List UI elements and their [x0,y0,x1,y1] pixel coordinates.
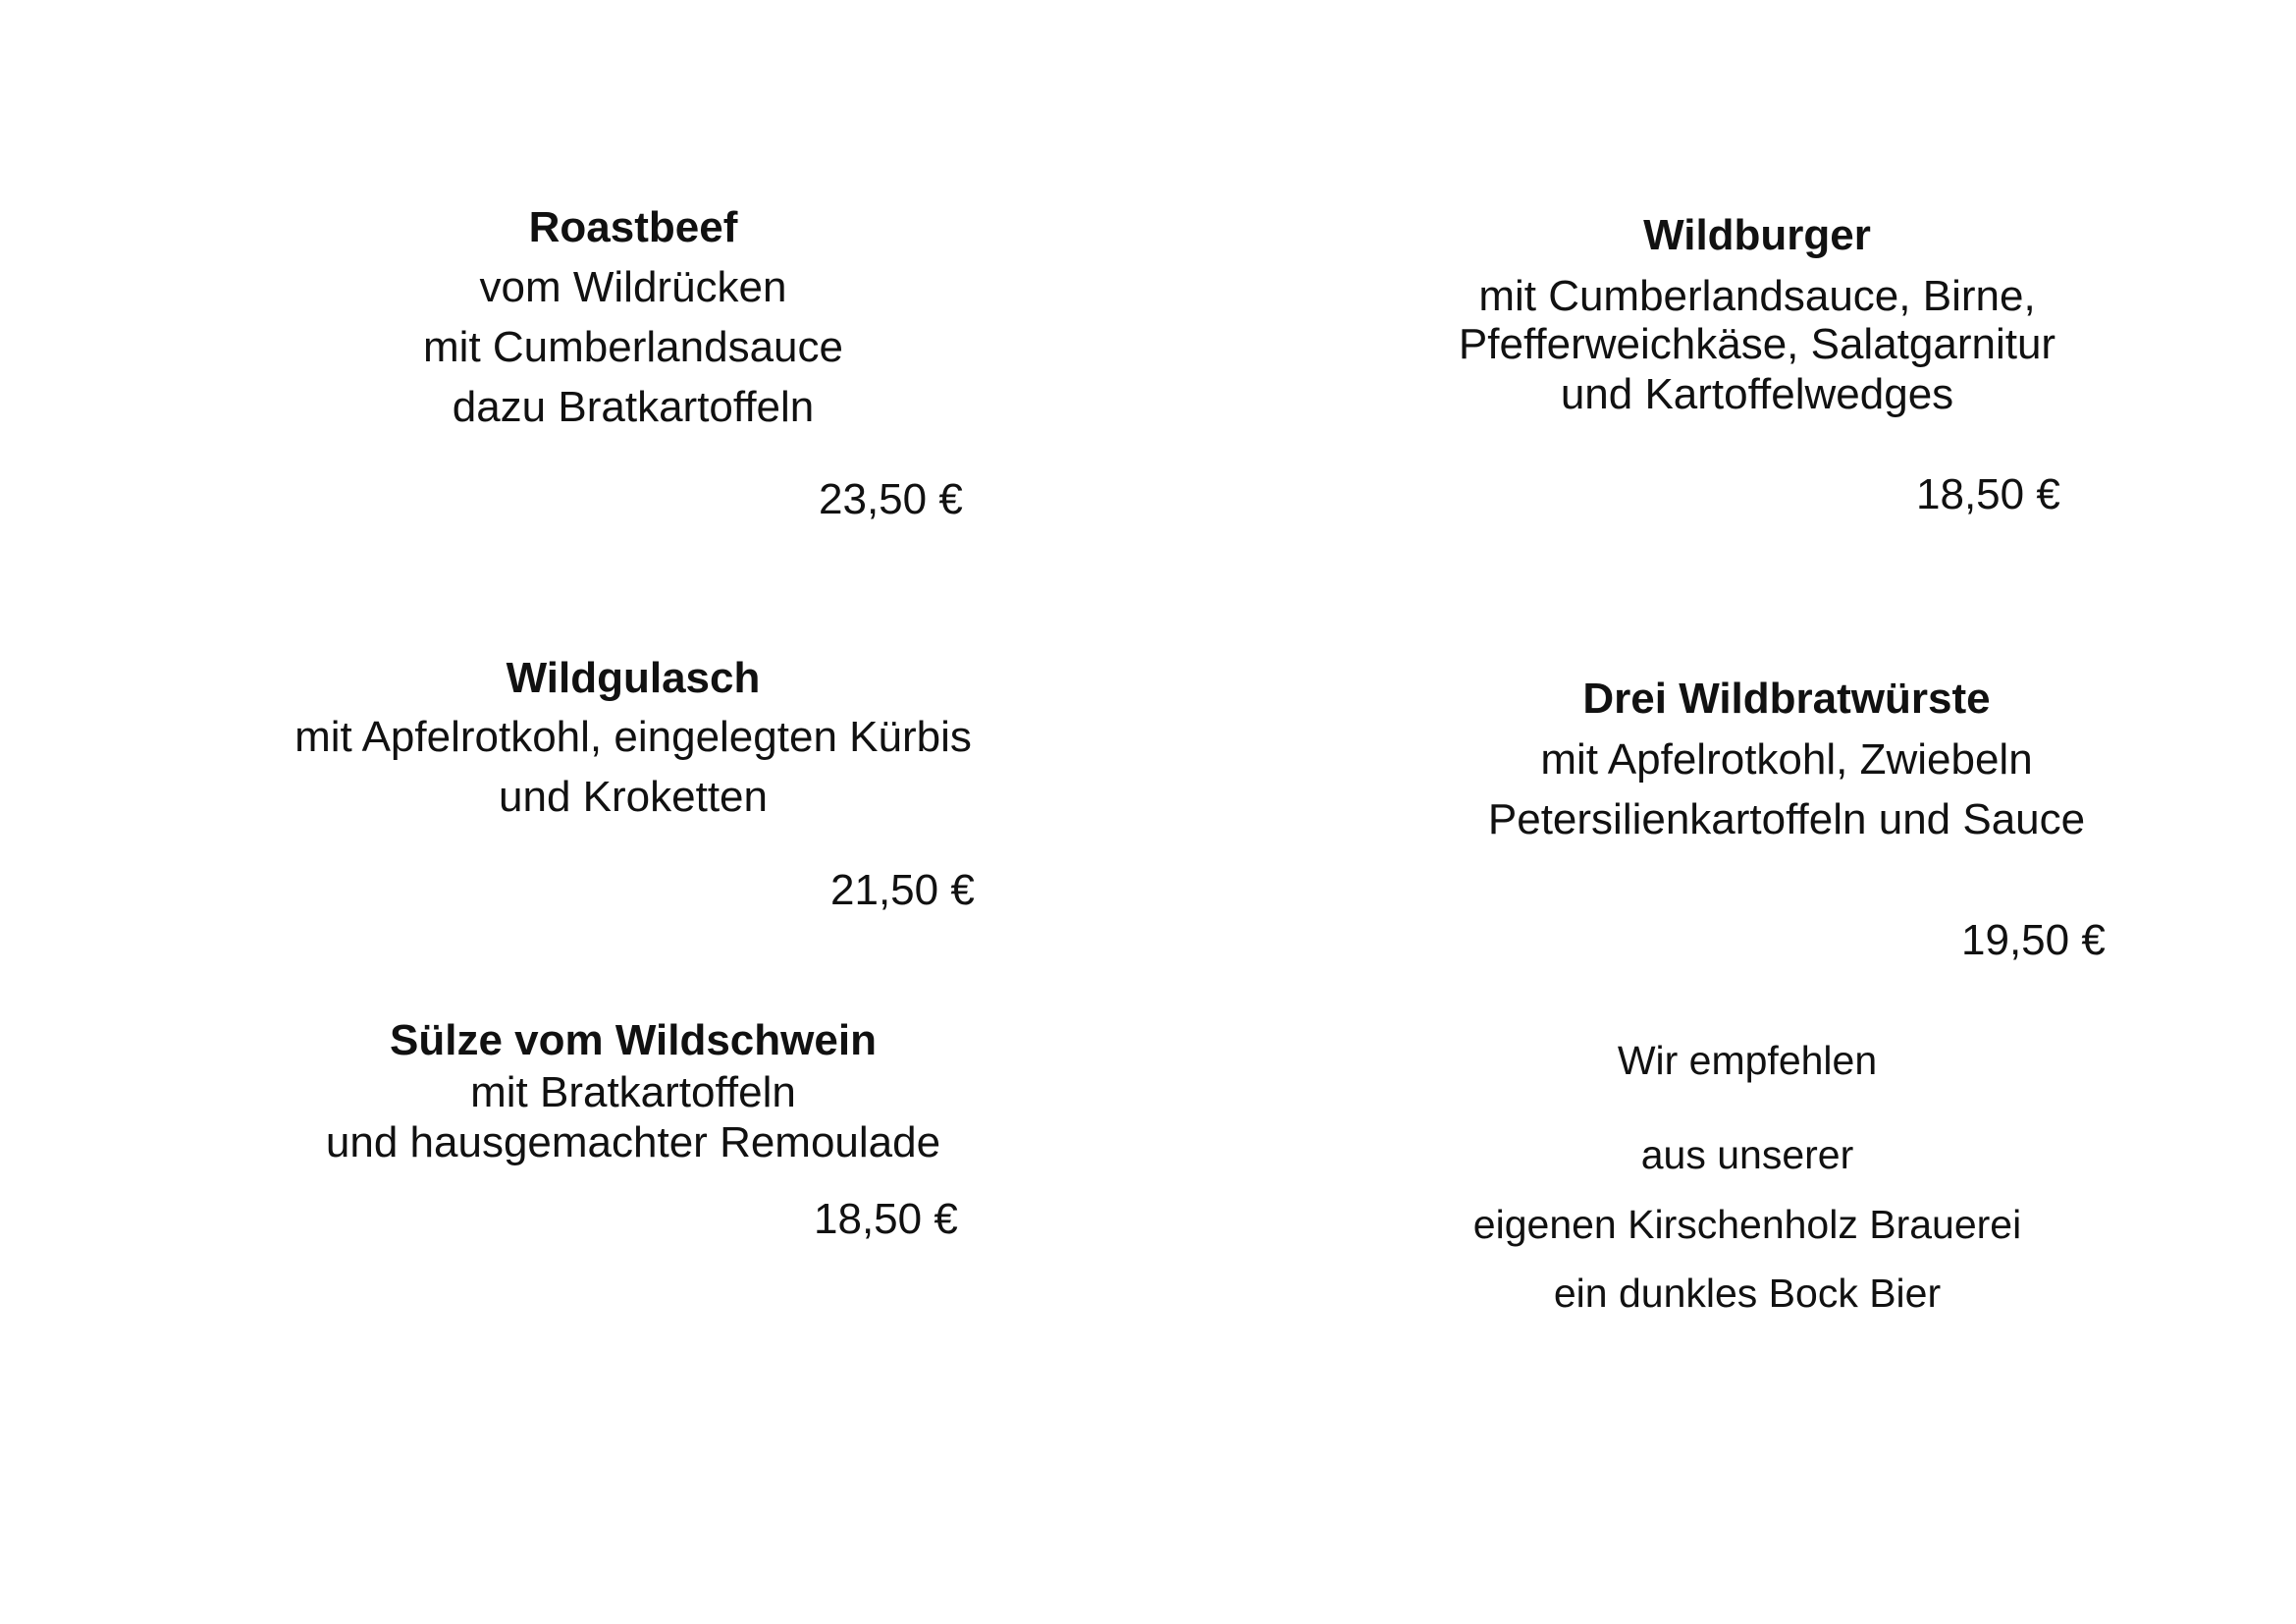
dish-description-line: und Kartoffelwedges [1560,370,1954,418]
dish-description-line: dazu Bratkartoffeln [452,383,815,431]
dish-price: 18,50 € [1916,470,2060,518]
dish-title: Drei Wildbratwürste [1582,675,1991,723]
recommendation-line: ein dunkles Bock Bier [1553,1271,1942,1316]
dish-price: 18,50 € [814,1195,958,1243]
dish-price: 23,50 € [819,475,963,523]
recommendation [1404,1038,2091,1326]
dish-title: Wildburger [1643,211,1871,259]
dish-description-line: und Kroketten [499,773,768,821]
dish-description-line: mit Cumberlandsauce [423,323,843,371]
recommendation-heading: Wir empfehlen [1617,1038,1878,1083]
dish-description-line: mit Cumberlandsauce, Birne, [1478,272,2036,320]
dish-price: 21,50 € [830,866,975,914]
menu-item-wildbratwuerste [1404,677,2169,874]
dish-description-line: vom Wildrücken [479,263,787,311]
dish-description-line: mit Apfelrotkohl, eingelegten Kürbis [294,713,972,761]
dish-description-line: mit Bratkartoffeln [470,1068,796,1116]
dish-description-line: mit Apfelrotkohl, Zwiebeln [1540,735,2033,784]
menu-item-wildgulasch [236,654,1031,853]
dish-title: Sülze vom Wildschwein [390,1016,877,1064]
dish-title: Wildgulasch [506,654,761,702]
menu-item-suelze [275,1016,991,1176]
dish-description-line: Pfefferweichkäse, Salatgarnitur [1458,320,2056,368]
recommendation-line: eigenen Kirschenholz Brauerei [1472,1202,2022,1247]
dish-description-line: Petersilienkartoffeln und Sauce [1487,795,2086,843]
dish-price: 19,50 € [1961,916,2106,964]
dish-title: Roastbeef [528,203,738,251]
dish-description-line: und hausgemachter Remoulade [325,1118,941,1166]
recommendation-line: aus unserer [1640,1132,1854,1177]
